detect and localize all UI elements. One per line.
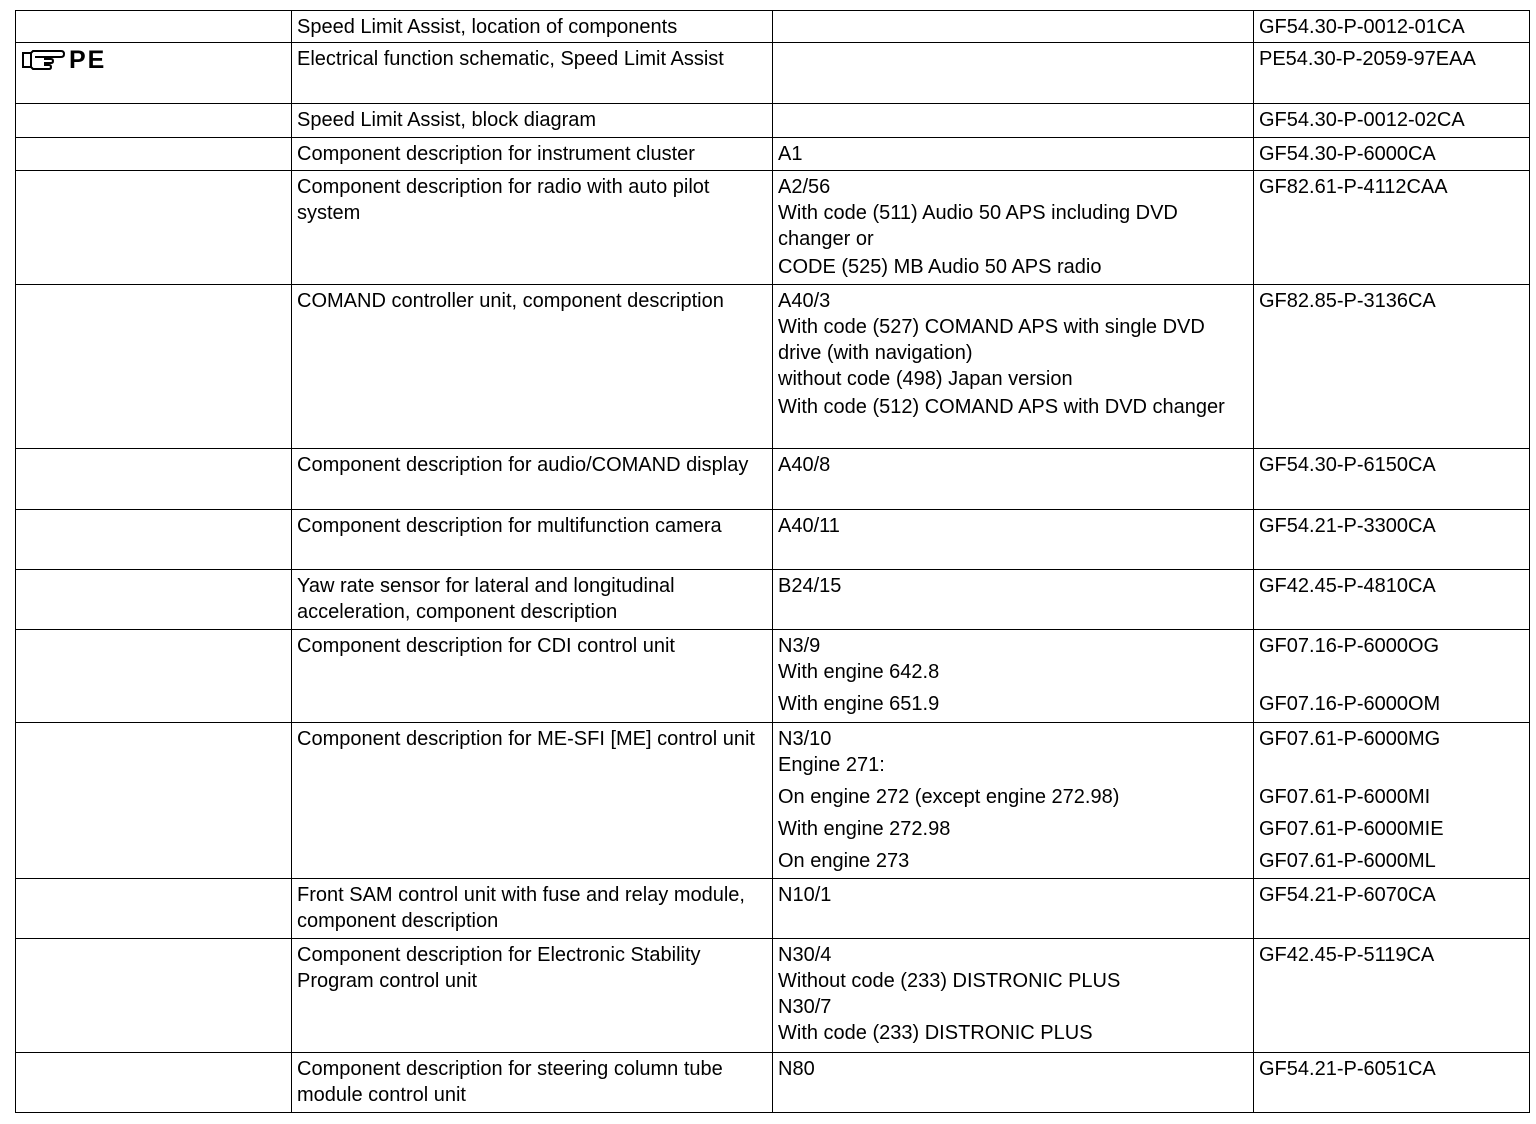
title-cell: Component description for multifunction camera bbox=[292, 510, 773, 570]
designation-cell bbox=[773, 43, 1254, 104]
doc-link[interactable]: GF54.21-P-6051CA bbox=[1259, 1058, 1436, 1080]
doc-link[interactable]: GF42.45-P-5119CA bbox=[1259, 944, 1435, 966]
doc-cell bbox=[1254, 171, 1530, 285]
marker-cell bbox=[16, 138, 292, 171]
designation-cell: N3/9 With engine 642.8 With engine 651.9 bbox=[773, 630, 1254, 723]
marker-cell bbox=[16, 879, 292, 939]
doc-link[interactable]: GF07.61-P-6000ML bbox=[1259, 850, 1436, 872]
doc-link[interactable]: GF07.16-P-6000OG bbox=[1259, 635, 1440, 657]
title-cell: Component description for steering column tube module control unit bbox=[292, 1053, 773, 1113]
marker-cell bbox=[16, 570, 292, 630]
marker-cell bbox=[16, 43, 292, 104]
table-row bbox=[16, 43, 1530, 104]
doc-link[interactable]: GF07.61-P-6000MG bbox=[1259, 728, 1441, 750]
table-row bbox=[16, 723, 1530, 879]
doc-cell bbox=[1254, 285, 1530, 449]
title-cell: Component description for radio with auto pilot system bbox=[292, 171, 773, 285]
designation-cell: B24/15 bbox=[773, 570, 1254, 630]
doc-link[interactable]: GF54.30-P-6150CA bbox=[1259, 454, 1436, 476]
table-row bbox=[16, 570, 1530, 630]
table-row bbox=[16, 939, 1530, 1053]
designation-cell: A40/11 bbox=[773, 510, 1254, 570]
pe-marker bbox=[21, 46, 286, 74]
designation-cell: N80 bbox=[773, 1053, 1254, 1113]
marker-cell bbox=[16, 11, 292, 43]
marker-cell bbox=[16, 171, 292, 285]
marker-cell bbox=[16, 630, 292, 723]
doc-cell bbox=[1254, 939, 1530, 1053]
table-row bbox=[16, 630, 1530, 723]
doc-link[interactable]: GF54.30-P-0012-01CA bbox=[1259, 16, 1465, 38]
doc-cell bbox=[1254, 104, 1530, 138]
title-cell: Front SAM control unit with fuse and relay module, component description bbox=[292, 879, 773, 939]
table-row bbox=[16, 285, 1530, 449]
table-row bbox=[16, 104, 1530, 138]
doc-cell bbox=[1254, 43, 1530, 104]
title-cell: Yaw rate sensor for lateral and longitudinal acceleration, component description bbox=[292, 570, 773, 630]
doc-cell bbox=[1254, 1053, 1530, 1113]
doc-cell bbox=[1254, 630, 1530, 723]
title-cell: Speed Limit Assist, location of components bbox=[292, 11, 773, 43]
designation-cell bbox=[773, 11, 1254, 43]
title-cell: Component description for audio/COMAND display bbox=[292, 449, 773, 510]
doc-link[interactable]: GF54.30-P-0012-02CA bbox=[1259, 109, 1465, 131]
marker-cell bbox=[16, 939, 292, 1053]
designation-cell: A40/8 bbox=[773, 449, 1254, 510]
doc-link[interactable]: GF07.61-P-6000MIE bbox=[1259, 818, 1444, 840]
component-table bbox=[15, 10, 1530, 1113]
doc-link[interactable]: GF07.16-P-6000OM bbox=[1259, 693, 1441, 715]
marker-cell bbox=[16, 723, 292, 879]
doc-cell bbox=[1254, 449, 1530, 510]
designation-cell: N30/4 Without code (233) DISTRONIC PLUS N30/7 With code (233) DISTRONIC PLUS bbox=[773, 939, 1254, 1053]
table-row bbox=[16, 879, 1530, 939]
designation-cell: N10/1 bbox=[773, 879, 1254, 939]
title-cell: COMAND controller unit, component description bbox=[292, 285, 773, 449]
table-row bbox=[16, 171, 1530, 285]
doc-link[interactable]: GF07.61-P-6000MI bbox=[1259, 786, 1431, 808]
table-row bbox=[16, 11, 1530, 43]
designation-cell bbox=[773, 104, 1254, 138]
title-cell: Electrical function schematic, Speed Limit Assist bbox=[292, 43, 773, 104]
marker-cell bbox=[16, 1053, 292, 1113]
doc-link[interactable]: GF54.21-P-6070CA bbox=[1259, 884, 1436, 906]
table-row bbox=[16, 510, 1530, 570]
marker-cell bbox=[16, 285, 292, 449]
title-cell: Component description for ME-SFI [ME] control unit bbox=[292, 723, 773, 879]
doc-link[interactable]: GF82.61-P-4112CAA bbox=[1259, 176, 1448, 198]
designation-cell: A2/56 With code (511) Audio 50 APS including DVD changer or CODE (525) MB Audio 50 APS radio bbox=[773, 171, 1254, 285]
doc-link[interactable]: GF82.85-P-3136CA bbox=[1259, 290, 1436, 312]
doc-cell bbox=[1254, 11, 1530, 43]
doc-link[interactable]: GF54.30-P-6000CA bbox=[1259, 143, 1436, 165]
pointing-hand-icon bbox=[21, 49, 65, 71]
doc-link[interactable]: PE54.30-P-2059-97EAA bbox=[1259, 48, 1476, 70]
doc-cell bbox=[1254, 510, 1530, 570]
table-row bbox=[16, 138, 1530, 171]
designation-cell: N3/10 Engine 271: On engine 272 (except engine 272.98) With engine 272.98 On engine 273 bbox=[773, 723, 1254, 879]
doc-cell bbox=[1254, 879, 1530, 939]
designation-cell: A1 bbox=[773, 138, 1254, 171]
title-cell: Speed Limit Assist, block diagram bbox=[292, 104, 773, 138]
marker-cell bbox=[16, 104, 292, 138]
marker-cell bbox=[16, 449, 292, 510]
pe-label: PE bbox=[69, 46, 107, 74]
doc-link[interactable]: GF54.21-P-3300CA bbox=[1259, 515, 1436, 537]
doc-cell bbox=[1254, 138, 1530, 171]
doc-link[interactable]: GF42.45-P-4810CA bbox=[1259, 575, 1436, 597]
designation-cell: A40/3 With code (527) COMAND APS with single DVD drive (with navigation) without code (498) Japan version With code (512) COMAND APS with DVD changer bbox=[773, 285, 1254, 449]
table-row bbox=[16, 1053, 1530, 1113]
marker-cell bbox=[16, 510, 292, 570]
title-cell: Component description for Electronic Stability Program control unit bbox=[292, 939, 773, 1053]
title-cell: Component description for CDI control unit bbox=[292, 630, 773, 723]
table-row bbox=[16, 449, 1530, 510]
doc-cell bbox=[1254, 570, 1530, 630]
doc-cell bbox=[1254, 723, 1530, 879]
title-cell: Component description for instrument cluster bbox=[292, 138, 773, 171]
